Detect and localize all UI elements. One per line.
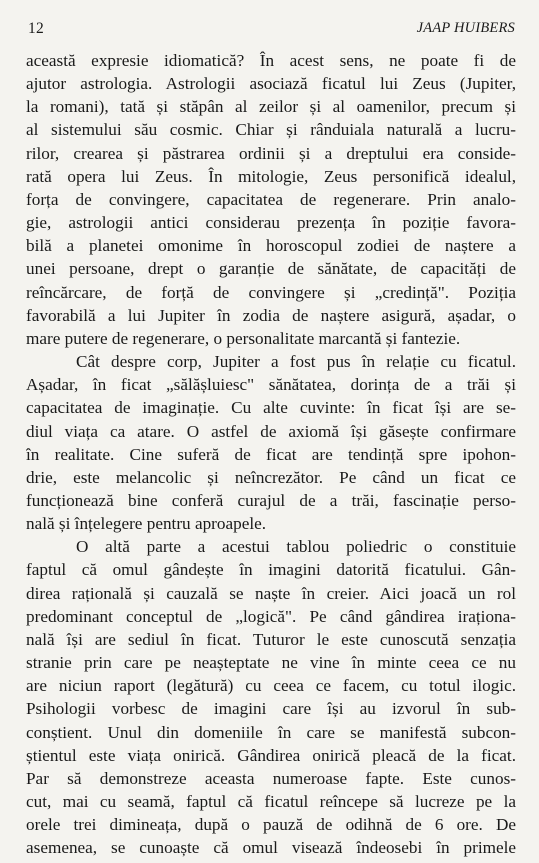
page-header (28, 20, 515, 42)
text-line: Cât despre corp, Jupiter a fost pus în relație cu ficatul. (76, 352, 516, 372)
text-line: ajutor astrologia. Astrologii asociază ficatul lui Zeus (Jupiter, (26, 74, 516, 94)
text-line: știentul este viața onirică. Gândirea onirică pleacă de la ficat. (26, 745, 516, 765)
paragraph-2 (26, 350, 516, 535)
text-line: mare putere de regenerare, o personalitate marcantă și fantezie. (26, 328, 461, 348)
text-line: Psihologii vorbesc de imagini care își au izvorul în sub- (26, 699, 516, 719)
text-line: cut, mai cu seamă, faptul că ficatul reîncepe să lucreze pe la (26, 792, 516, 811)
text-line: rilor, crearea și păstrarea ordinii și a dreptului era conside- (26, 143, 516, 163)
text-line: rată opera lui Zeus. În mitologie, Zeus personifică idealul, (26, 166, 516, 186)
text-line: favorabilă a lui Jupiter în zodia de naștere asigură, așadar, o (26, 305, 516, 325)
text-line: la romani), tată și stăpân al zeilor și al oamenilor, precum și (26, 97, 516, 117)
running-head: JAAP HUIBERS (416, 20, 515, 36)
text-line: nală și înțelegere pentru aproapele. (26, 514, 267, 534)
text-line: orele trei dimineața, după o pauză de odihnă de 6 ore. De (26, 815, 516, 835)
text-line: asemenea, se cunoaște că omul visează îndeosebi în primele (26, 838, 516, 858)
text-line: bilă a planetei omonime în horoscopul zodiei de naștere a (26, 236, 516, 256)
paragraph-3 (26, 535, 516, 859)
text-line: are niciun raport (legătură) cu ceea ce facem, cu totul ilogic. (26, 676, 516, 696)
text-line: O altă parte a acestui tablou poliedric o constituie (76, 537, 516, 557)
text-line: drie, este melancolic și neîncrezător. Pe când un ficat ce (26, 467, 516, 487)
text-line: nală își are sediul în ficat. Tuturor le este cunoscută senzația (26, 629, 516, 649)
text-line: funcționează bine conferă curajul de a trăi, fascinație perso- (26, 490, 516, 510)
page-number: 12 (28, 20, 45, 37)
text-line: reîncărcare, de forță de convingere și „credință". Poziția (26, 282, 516, 302)
text-line: faptul că omul gândește în imagini datorită ficatului. Gân- (26, 560, 516, 580)
text-line: Așadar, în ficat „sălășluiesc" sănătatea, dorința de a trăi și (26, 375, 516, 395)
text-line: diul viața ca atare. O astfel de axiomă își găsește confirmare (26, 421, 516, 441)
text-line: Par să demonstreze aceasta numeroase fapte. Este cunos- (26, 768, 516, 788)
paragraph-1 (26, 49, 516, 350)
text-line: forța de convingere, capacitatea de regenerare. Prin analo- (26, 189, 516, 209)
text-line: stranie prin care pe neașteptate ne vine în minte ceea ce nu (26, 653, 516, 673)
text-line: această expresie idiomatică? În acest sens, ne poate fi de (26, 51, 516, 70)
text-line: al sistemului său cosmic. Chiar și rânduiala naturală a lucru- (26, 120, 516, 140)
text-line: în realitate. Cine suferă de ficat are tendință spre ipohon- (26, 444, 516, 464)
text-line: unei persoane, drept o garanție de sănătate, de capacități de (26, 259, 516, 279)
text-line: predominant conceptul de „logică". Pe când gândirea iraționa- (26, 606, 516, 626)
body-text (26, 49, 516, 859)
text-line: conștient. Unul din domeniile în care se manifestă subcon- (26, 722, 516, 742)
text-line: direa rațională și cauzală se naște în creier. Aici joacă un rol (26, 583, 516, 603)
text-line: gie, astrologii antici considerau prezența în poziție favora- (26, 213, 516, 233)
text-line: capacitatea de imaginație. Cu alte cuvinte: în ficat își are se- (26, 398, 516, 418)
